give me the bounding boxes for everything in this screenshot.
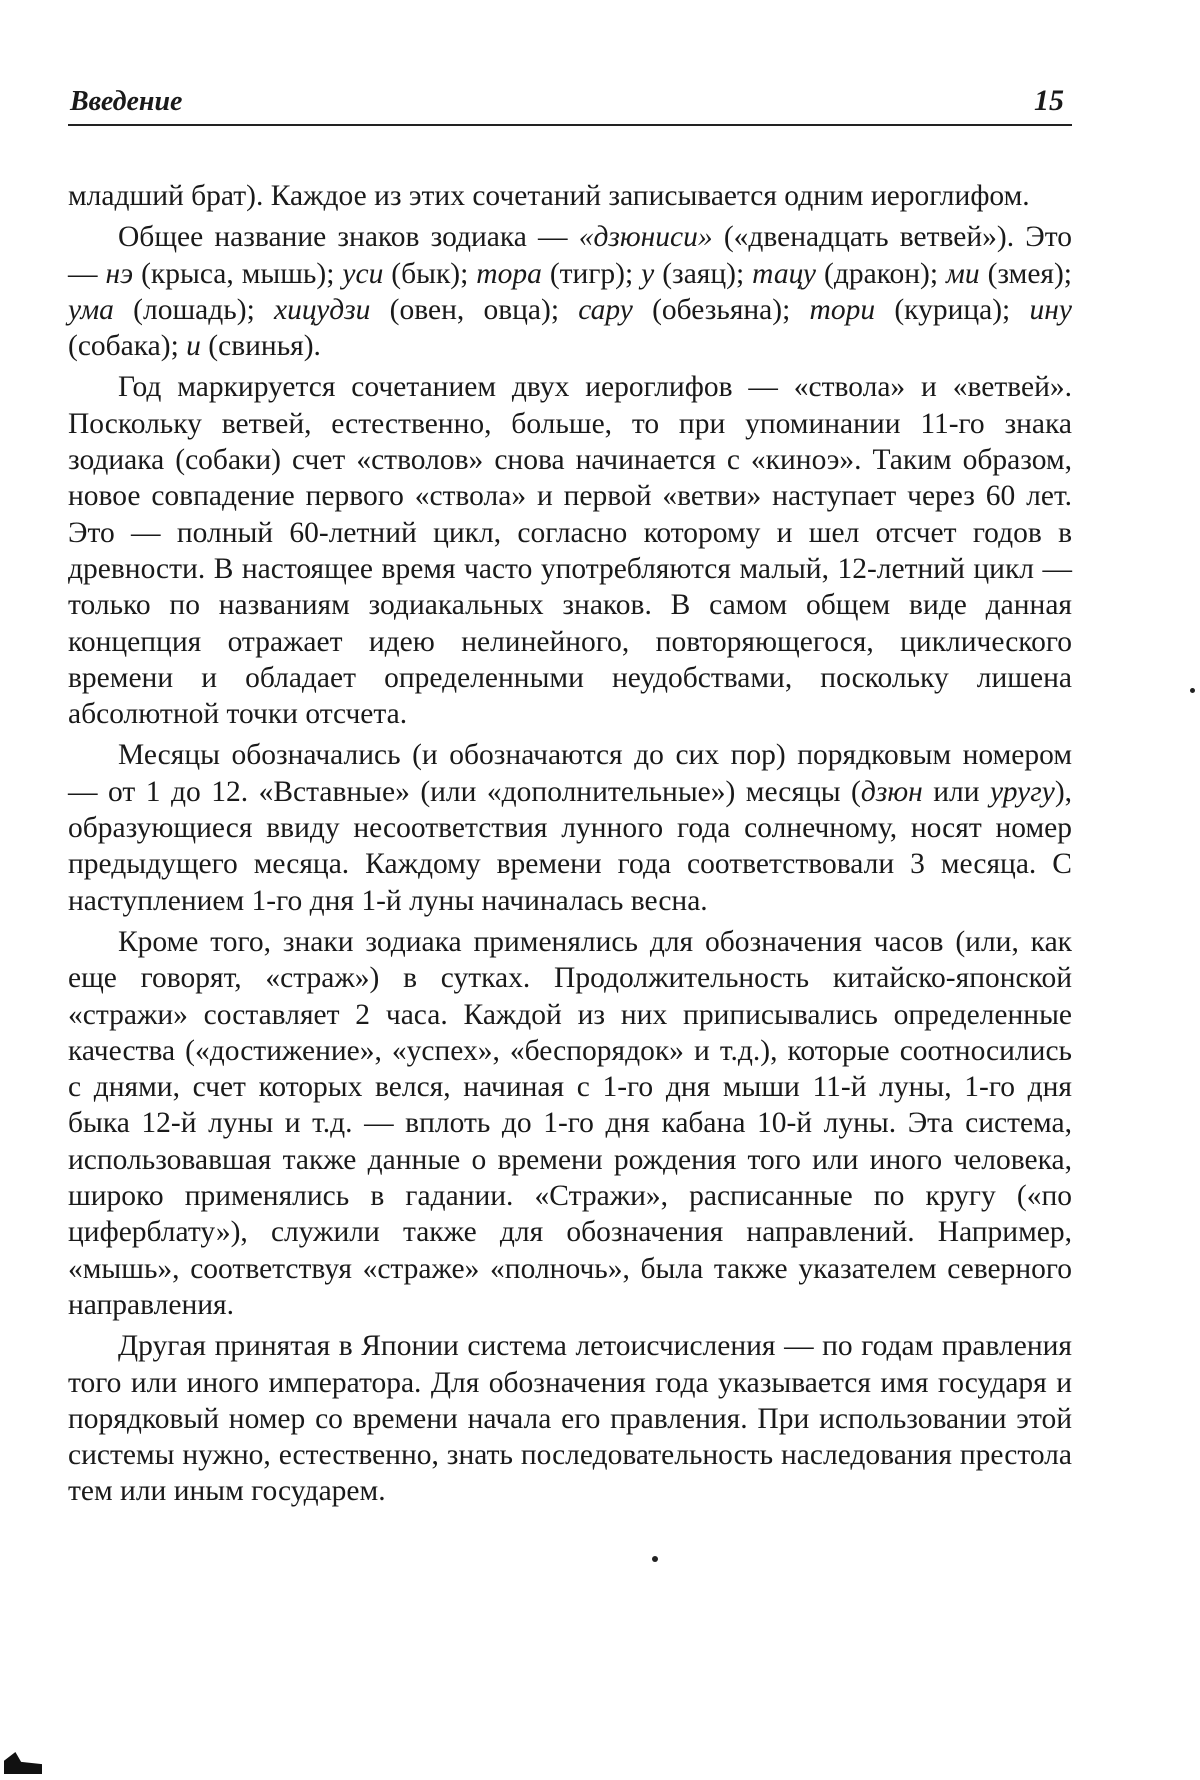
paragraph-text: (собака); <box>68 330 187 363</box>
italic-term: тора <box>476 257 542 290</box>
paragraph-text: (дракон); <box>816 257 947 290</box>
paragraph-text: (овен, овца); <box>370 293 579 326</box>
paragraph-text: (крыса, мышь); <box>133 257 343 290</box>
running-title: Введение <box>70 86 183 117</box>
paragraph-text: (змея); <box>979 257 1073 290</box>
paragraph-text: младший брат). Каждое из этих сочетаний записывается одним иероглифом. <box>68 180 1030 212</box>
paragraph-text: («двенадцать ветвей»). Это — <box>68 221 1072 290</box>
paragraph-text: Общее название знаков зодиака — <box>118 221 579 254</box>
italic-term: дзюн <box>860 775 923 808</box>
paragraph <box>68 924 1072 1323</box>
italic-term: «дзюнuси» <box>578 221 713 254</box>
paragraph-text: Кроме того, знаки зодиака применялись для обозначения часов (или, как еще говорят, «страж») в сутках. Продолжительность китайско-японской «стражи» составляет 2 часа. Каждой из них приписывались определенные качества («достижение», «успех», «беспорядок» и т.д.), которые соотносились с днями, счет которых велся, начиная с 1-го дня мыши 11-й луны, 1-го дня быка 12-й луны и т.д. — вплоть до 1-го дня кабана 10-й луны. Эта система, использовавшая также данные о времени рождения того или иного человека, широко применялись в гадании. «Стражи», расписанные по кругу («по циферблату»), служили также для обозначения направлений. Например, «мышь», соответствуя «страже» «полночь», была также указателем северного направления. <box>68 925 1072 1321</box>
italic-term: тори <box>809 293 876 326</box>
paragraph-text: ), образующиеся ввиду несоответствия лунного года солнечному, носят номер предыдущего месяца. Каждому времени года соответствовали 3 месяца. С наступлением 1-го дня 1-й луны начиналась весна. <box>68 775 1073 917</box>
page-number: 15 <box>1034 84 1064 117</box>
italic-term: и <box>186 330 201 363</box>
paragraph <box>68 1328 1072 1509</box>
paragraph <box>68 737 1072 918</box>
page-header <box>68 76 1072 128</box>
italic-term: ума <box>68 293 114 326</box>
italic-term: тацу <box>752 257 817 290</box>
paragraph <box>68 219 1072 364</box>
paragraph-text: (бык); <box>383 257 477 290</box>
paragraph <box>68 178 1072 214</box>
paragraph-text: Другая принятая в Японии система летоисчисления — по годам правления того или иного императора. Для обозначения года указывается имя государя и порядковый номер со времени начала его правления. При использовании этой системы нужно, естественно, знать последовательность наследования престола тем или иным государем. <box>68 1330 1072 1508</box>
paragraph-text: (курица); <box>875 293 1030 326</box>
italic-term: ину <box>1029 293 1072 326</box>
italic-term: уси <box>342 257 384 290</box>
paragraph-text: (свинья). <box>200 330 321 363</box>
paragraph-text: Год маркируется сочетанием двух иероглифов — «ствола» и «ветвей». Поскольку ветвей, естественно, больше, то при упоминании 11-го знака зодиака (собаки) счет «стволов» снова начинается с «киноэ». Таким образом, новое совпадение первого «ствола» и первой «ветви» наступает через 60 лет. Это — полный 60-летний цикл, согласно которому и шел отсчет годов в древности. В настоящее время часто употребляются малый, 12-летний цикл — только по названиям зодиакальных знаков. В самом общем виде данная концепция отражает идею нелинейного, повторяющегося, циклического времени и обладает определенными неудобствами, поскольку лишена абсолютной точки отсчета. <box>68 371 1072 731</box>
body-text <box>68 178 1072 1515</box>
italic-term: нэ <box>105 257 134 290</box>
scan-speck <box>1190 688 1195 693</box>
italic-term: у <box>641 257 655 290</box>
paragraph-text: Месяцы обозначались (и обозначаются до сих пор) порядковым номером — от 1 до 12. «Вставные» (или «дополнительные») месяцы ( <box>68 739 1072 808</box>
paragraph-text: (обезьяна); <box>632 293 810 326</box>
paragraph-text: или <box>922 775 991 808</box>
paragraph-text: (заяц); <box>654 257 753 290</box>
italic-term: хицудзи <box>274 293 371 326</box>
scan-corner-mark <box>4 1752 42 1774</box>
italic-term: сару <box>578 293 633 326</box>
header-rule <box>68 124 1072 126</box>
paragraph-text: (лошадь); <box>113 293 274 326</box>
scan-speck <box>652 1556 658 1562</box>
italic-term: уругу <box>990 775 1055 808</box>
paragraph <box>68 369 1072 732</box>
paragraph-text: (тигр); <box>541 257 642 290</box>
italic-term: ми <box>946 257 980 290</box>
